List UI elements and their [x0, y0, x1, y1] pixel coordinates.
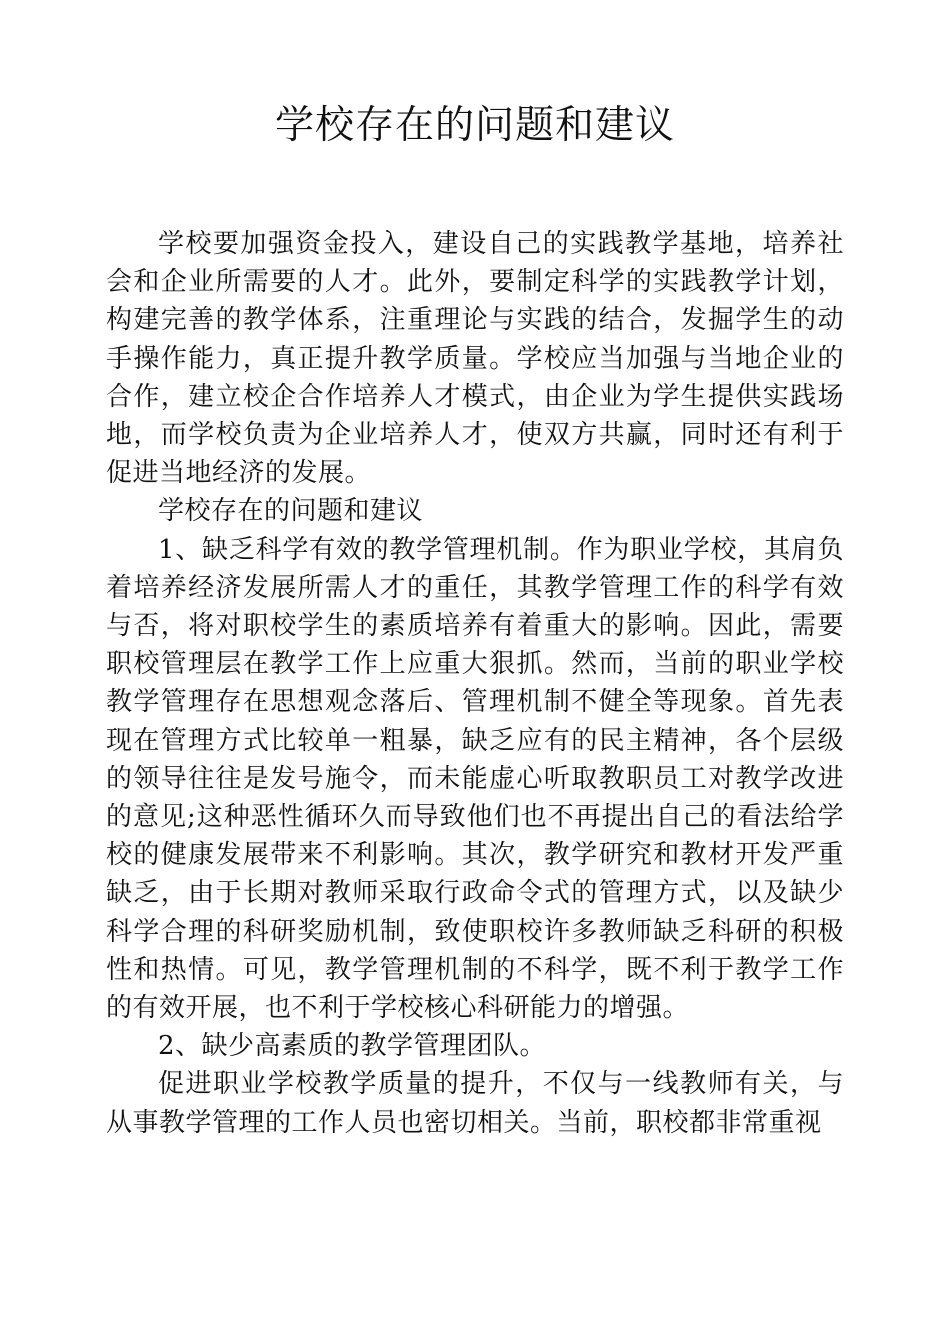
paragraph-quality-improvement: 促进职业学校教学质量的提升，不仅与一线教师有关，与从事教学管理的工作人员也密切相关。当前，职校都非常重视 — [106, 1069, 844, 1138]
paragraph-management-team-heading: 2、缺少高素质的教学管理团队。 — [158, 1031, 547, 1062]
document-title: 学校存在的问题和建议 — [274, 103, 675, 148]
paragraph-school-investment: 学校要加强资金投入，建设自己的实践教学基地，培养社会和企业所需要的人才。此外，要制定科学的实践教学计划，构建完善的教学体系，注重理论与实践的结合，发掘学生的动手操作能力，真正提升教学质量。学校应当加强与当地企业的合作，建立校企合作培养人才模式，由企业为学生提供实践场地，而学校负责为企业培养人才，使双方共赢，同时还有利于促进当地经济的发展。 — [106, 229, 844, 489]
paragraph-subheading: 学校存在的问题和建议 — [158, 496, 424, 527]
paragraph-management-mechanism: 1、缺乏科学有效的教学管理机制。作为职业学校，其肩负着培养经济发展所需人才的重任，其教学管理工作的科学有效与否，将对职校学生的素质培养有着重大的影响。因此，需要职校管理层在教学工作上应重大狠抓。然而，当前的职业学校教学管理存在思想观念落后、管理机制不健全等现象。首先表现在管理方式比较单一粗暴，缺乏应有的民主精神，各个层级的领导往往是发号施令，而未能虚心听取教职员工对教学改进的意见;这种恶性循环久而导致他们也不再提出自己的看法给学校的健康发展带来不利影响。其次，教学研究和教材开发严重缺乏，由于长期对教师采取行政命令式的管理方式，以及缺少科学合理的科研奖励机制，致使职校许多教师缺乏科研的积极性和热情。可见，教学管理机制的不科学，既不利于教学工作的有效开展，也不利于学校核心科研能力的增强。 — [106, 534, 844, 1024]
document-body — [106, 225, 844, 1142]
